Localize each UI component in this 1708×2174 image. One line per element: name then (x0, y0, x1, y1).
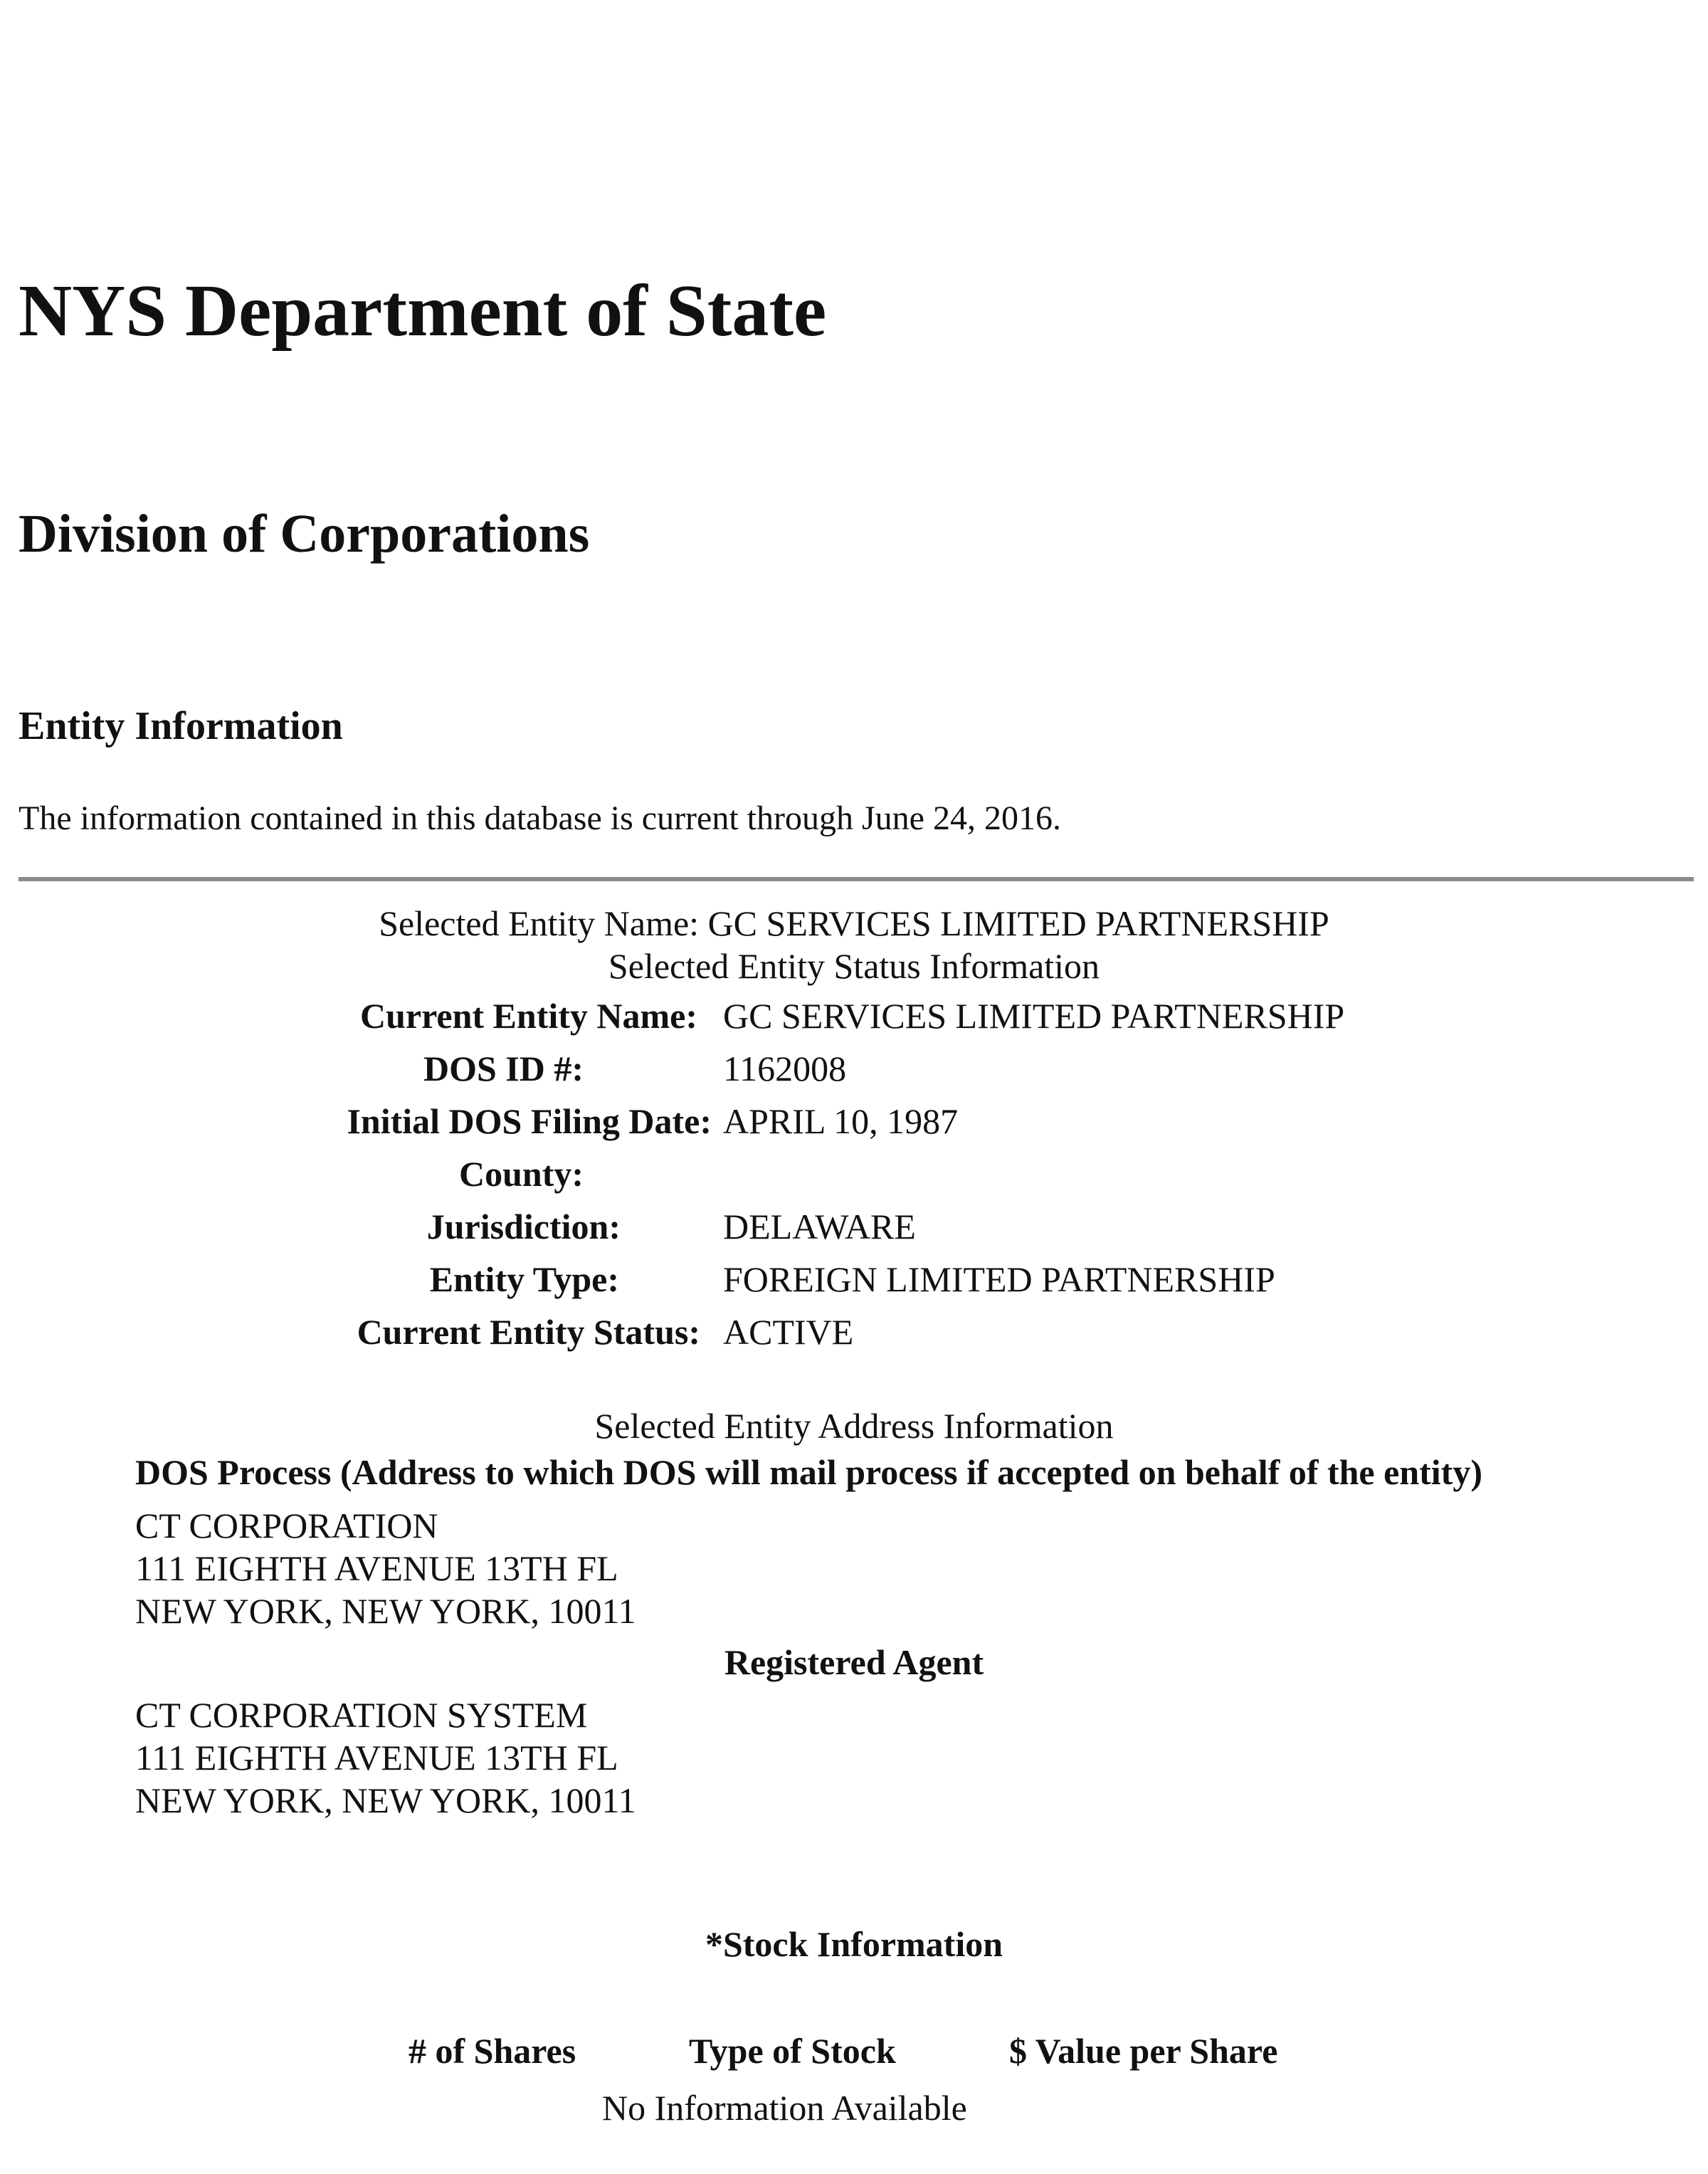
label-dos-id: DOS ID #: (423, 1049, 584, 1088)
page-title: NYS Department of State (19, 270, 827, 352)
label-current-entity-name: Current Entity Name: (360, 996, 697, 1036)
stock-col-value: $ Value per Share (1009, 2031, 1278, 2071)
registered-agent-line: CT CORPORATION SYSTEM (135, 1695, 588, 1735)
dos-process-label: DOS Process (Address to which DOS will mail process if accepted on behalf of the entity) (135, 1452, 1482, 1492)
stock-col-type: Type of Stock (689, 2031, 896, 2071)
stock-empty-message: No Information Available (602, 2088, 967, 2128)
status-info-heading: Selected Entity Status Information (608, 946, 1100, 986)
value-dos-id: 1162008 (723, 1049, 847, 1088)
registered-agent-label: Registered Agent (724, 1642, 984, 1682)
dos-process-line: CT CORPORATION (135, 1506, 438, 1545)
dos-process-line: NEW YORK, NEW YORK, 10011 (135, 1591, 636, 1631)
registered-agent-line: 111 EIGHTH AVENUE 13TH FL (135, 1738, 618, 1777)
value-initial-filing-date: APRIL 10, 1987 (723, 1101, 959, 1141)
horizontal-rule (19, 877, 1694, 881)
value-current-entity-status: ACTIVE (723, 1312, 854, 1352)
value-current-entity-name: GC SERVICES LIMITED PARTNERSHIP (723, 996, 1345, 1036)
section-heading: Entity Information (19, 704, 343, 748)
stock-col-shares: # of Shares (408, 2031, 576, 2071)
label-current-entity-status: Current Entity Status: (357, 1312, 700, 1352)
label-jurisdiction: Jurisdiction: (426, 1207, 621, 1246)
currency-note: The information contained in this database is current through June 24, 2016. (19, 799, 1061, 837)
label-county: County: (458, 1154, 584, 1194)
value-jurisdiction: DELAWARE (723, 1207, 916, 1246)
registered-agent-line: NEW YORK, NEW YORK, 10011 (135, 1780, 636, 1820)
label-entity-type: Entity Type: (429, 1259, 619, 1299)
address-info-heading: Selected Entity Address Information (594, 1406, 1114, 1446)
dos-process-line: 111 EIGHTH AVENUE 13TH FL (135, 1548, 618, 1588)
division-heading: Division of Corporations (19, 504, 590, 564)
value-entity-type: FOREIGN LIMITED PARTNERSHIP (723, 1259, 1275, 1299)
label-initial-filing-date: Initial DOS Filing Date: (347, 1101, 712, 1141)
stock-info-heading: *Stock Information (705, 1924, 1003, 1964)
selected-entity-name: Selected Entity Name: GC SERVICES LIMITED PARTNERSHIP (379, 903, 1329, 943)
